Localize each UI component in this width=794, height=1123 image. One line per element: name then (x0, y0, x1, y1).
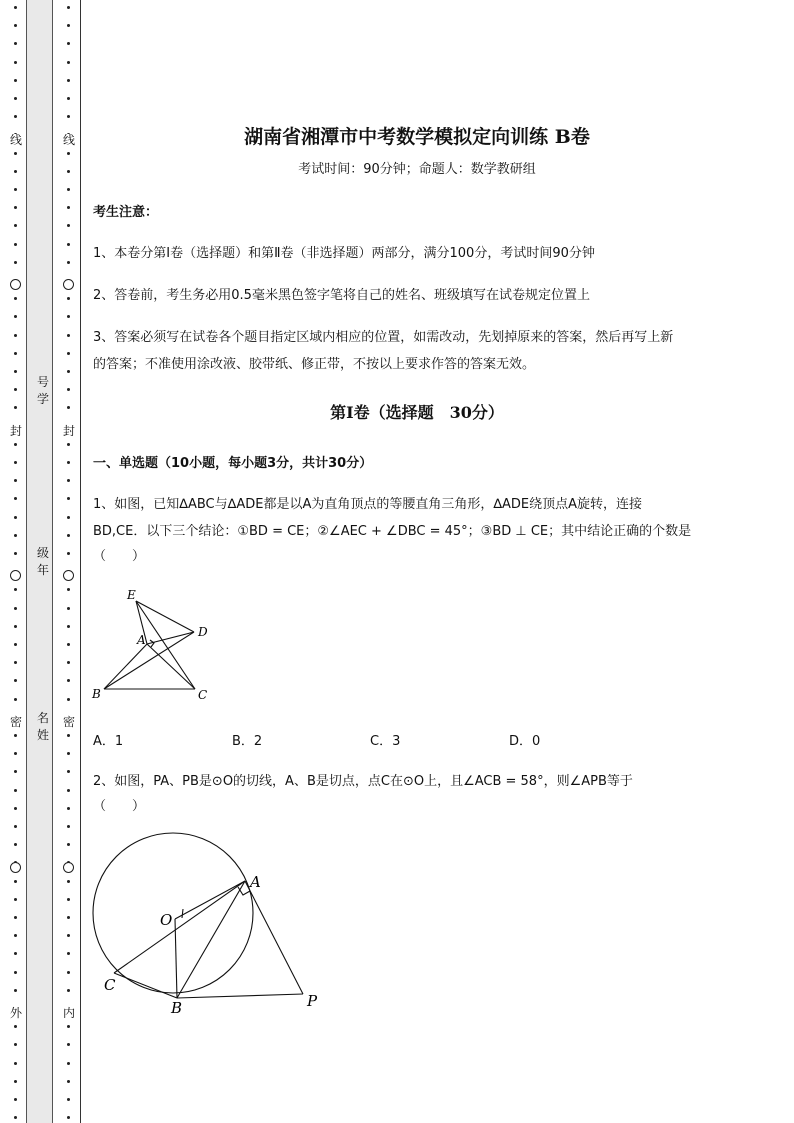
label-grade: 级 年 (36, 546, 49, 577)
cut-dot (67, 1043, 70, 1046)
cut-dot (14, 97, 17, 100)
cut-dot (67, 315, 70, 318)
q1-option-a[interactable]: A．1 (93, 734, 124, 749)
q1-text-line-2: BD,CE．以下三个结论：①BD = CE；②∠AEC + ∠DBC = 45°；③BD ⊥ CE；其中结论正确的个数是 (93, 524, 692, 539)
notes-heading: 考生注意： (93, 205, 159, 220)
margin-char-xian-outer: 线 (9, 133, 22, 147)
circle-marker (63, 862, 74, 873)
cut-dot (14, 534, 17, 537)
cut-dot (14, 661, 17, 664)
cut-dot (67, 1025, 70, 1028)
cut-dot (67, 61, 70, 64)
cut-dot (14, 516, 17, 519)
cut-dot (67, 443, 70, 446)
cut-dot (67, 643, 70, 646)
cut-dot (14, 1062, 17, 1065)
margin-char-mi-inner: 密 (62, 715, 75, 729)
cut-dot (14, 224, 17, 227)
note-item-3-line-1: 3、答案必须写在试卷各个题目指定区域内相应的位置，如需改动，先划掉原来的答案，然后再写上新 (93, 330, 674, 345)
cut-dot (67, 734, 70, 737)
cut-dot (67, 42, 70, 45)
cut-dot (14, 607, 17, 610)
q1-label-b: B (92, 687, 101, 701)
cut-dot (14, 152, 17, 155)
cut-dot (67, 497, 70, 500)
cut-dot (14, 115, 17, 118)
cut-dot (14, 770, 17, 773)
cut-dot (67, 24, 70, 27)
cut-dot (14, 552, 17, 555)
cut-dot (67, 97, 70, 100)
cut-dot (14, 698, 17, 701)
note-item-1: 1、本卷分第Ⅰ卷（选择题）和第Ⅱ卷（非选择题）两部分，满分100分，考试时间90分钟 (93, 246, 595, 261)
cut-dot (67, 206, 70, 209)
note-item-2: 2、答卷前，考生务必用0.5毫米黑色签字笔将自己的姓名、班级填写在试卷规定位置上 (93, 288, 590, 303)
cut-dot (14, 843, 17, 846)
q2-label-c: C (104, 976, 116, 994)
exam-info: 考试时间：90分钟；命题人：数学教研组 (298, 162, 536, 177)
circle-marker (10, 279, 21, 290)
cut-dot (67, 971, 70, 974)
part-heading: 一、单选题（10小题，每小题3分，共计30分） (93, 456, 373, 471)
page-title: 湖南省湘潭市中考数学模拟定向训练 B卷 (244, 126, 590, 148)
cut-dot (67, 79, 70, 82)
cut-dot (67, 789, 70, 792)
cut-dot (67, 661, 70, 664)
note-item-3-line-2: 的答案；不准使用涂改液、胶带纸、修正带，不按以上要求作答的答案无效。 (93, 357, 536, 372)
margin-char-xian-inner: 线 (62, 133, 75, 147)
cut-dot (67, 807, 70, 810)
cut-dot (14, 952, 17, 955)
cut-dot (67, 534, 70, 537)
margin-char-nei-inner: 内 (62, 1006, 75, 1020)
cut-dot (14, 352, 17, 355)
margin-char-feng-outer: 封 (9, 424, 22, 438)
q1-label-d: D (198, 625, 208, 639)
q2-label-b: B (171, 999, 183, 1017)
q1-option-d[interactable]: D．0 (509, 734, 541, 749)
cut-dot (67, 916, 70, 919)
cut-dot (14, 61, 17, 64)
circle-marker (63, 570, 74, 581)
cut-dot (14, 461, 17, 464)
circle-marker (10, 862, 21, 873)
cut-dot (67, 607, 70, 610)
cut-dot (67, 261, 70, 264)
margin-char-feng-inner: 封 (62, 424, 75, 438)
q2-text-line-1: 2、如图，PA、PB是⊙O的切线，A、B是切点，点C在⊙O上，且∠ACB = 58°，则∠APB等于 (93, 774, 633, 789)
q1-text-line-3: （ ） (93, 549, 146, 564)
cut-dot (14, 188, 17, 191)
cut-dot (14, 297, 17, 300)
cut-dot (67, 352, 70, 355)
cut-dot (67, 1062, 70, 1065)
cut-dot (14, 588, 17, 591)
cut-dot (67, 752, 70, 755)
cut-dot (67, 698, 70, 701)
cut-dot (14, 643, 17, 646)
cut-dot (14, 989, 17, 992)
cut-dot (14, 625, 17, 628)
cut-dot (67, 843, 70, 846)
cut-dot (14, 1043, 17, 1046)
cut-dot (67, 880, 70, 883)
q1-label-c: C (198, 688, 208, 702)
cut-dot (14, 334, 17, 337)
q2-label-p: P (307, 992, 318, 1010)
cut-dot (14, 479, 17, 482)
q1-text-line-1: 1、如图，已知∆ABC与∆ADE都是以A为直角顶点的等腰直角三角形，∆ADE绕顶点A旋转，连接 (93, 497, 643, 512)
cut-dot (14, 807, 17, 810)
cut-dot (14, 261, 17, 264)
q2-text-line-2: （ ） (93, 799, 146, 814)
cut-dot (67, 770, 70, 773)
q2-label-o: O (160, 911, 173, 929)
margin-char-mi-outer: 密 (9, 715, 22, 729)
label-name: 名 姓 (36, 711, 49, 742)
label-student-number: 号 学 (36, 375, 49, 406)
cut-dot (67, 479, 70, 482)
cut-dot (14, 79, 17, 82)
cut-dot (67, 224, 70, 227)
cut-dot (14, 206, 17, 209)
cut-dot (14, 443, 17, 446)
cut-dot (14, 971, 17, 974)
cut-dot (67, 1080, 70, 1083)
cut-dot (14, 370, 17, 373)
cut-dot (67, 516, 70, 519)
cut-dot (14, 42, 17, 45)
q1-label-e: E (127, 588, 136, 602)
cut-dot (14, 1080, 17, 1083)
cut-dot (14, 6, 17, 9)
cut-dot (67, 588, 70, 591)
cut-dot (67, 898, 70, 901)
cut-dot (67, 188, 70, 191)
q1-option-c[interactable]: C．3 (370, 734, 401, 749)
cut-dot (14, 789, 17, 792)
cut-dot (14, 388, 17, 391)
cut-dot (67, 297, 70, 300)
q2-label-a: A (250, 873, 261, 891)
cut-dot (67, 6, 70, 9)
q1-option-b[interactable]: B．2 (232, 734, 263, 749)
cut-dot (67, 461, 70, 464)
cut-dot (14, 916, 17, 919)
cut-dot (67, 243, 70, 246)
cut-dot (14, 880, 17, 883)
cut-dot (67, 152, 70, 155)
q2-figure (90, 830, 340, 1020)
cut-dot (67, 388, 70, 391)
q1-figure (88, 585, 218, 707)
cut-dot (67, 679, 70, 682)
circle-marker (63, 279, 74, 290)
cut-dot (67, 825, 70, 828)
cut-dot (14, 752, 17, 755)
cut-dot (67, 934, 70, 937)
cut-dot (67, 334, 70, 337)
cut-dot (67, 115, 70, 118)
cut-dot (14, 734, 17, 737)
cut-dot (67, 1116, 70, 1119)
cut-dot (14, 497, 17, 500)
cut-dot (14, 24, 17, 27)
cut-dot (67, 1098, 70, 1101)
cut-dot (14, 1116, 17, 1119)
cut-dot (14, 1098, 17, 1101)
circle-marker (10, 570, 21, 581)
margin-char-wai-outer: 外 (9, 1006, 22, 1020)
cut-dot (67, 625, 70, 628)
cut-dot (14, 243, 17, 246)
cut-dot (14, 934, 17, 937)
cut-dot (67, 989, 70, 992)
cut-dot (67, 952, 70, 955)
cut-dot (14, 825, 17, 828)
cut-dot (14, 1025, 17, 1028)
q1-label-a: A (137, 633, 146, 647)
cut-dot (14, 898, 17, 901)
cut-dot (14, 315, 17, 318)
section-title: 第Ⅰ卷（选择题 30分） (330, 403, 504, 422)
cut-dot (14, 679, 17, 682)
cut-dot (67, 552, 70, 555)
cut-dot (67, 370, 70, 373)
